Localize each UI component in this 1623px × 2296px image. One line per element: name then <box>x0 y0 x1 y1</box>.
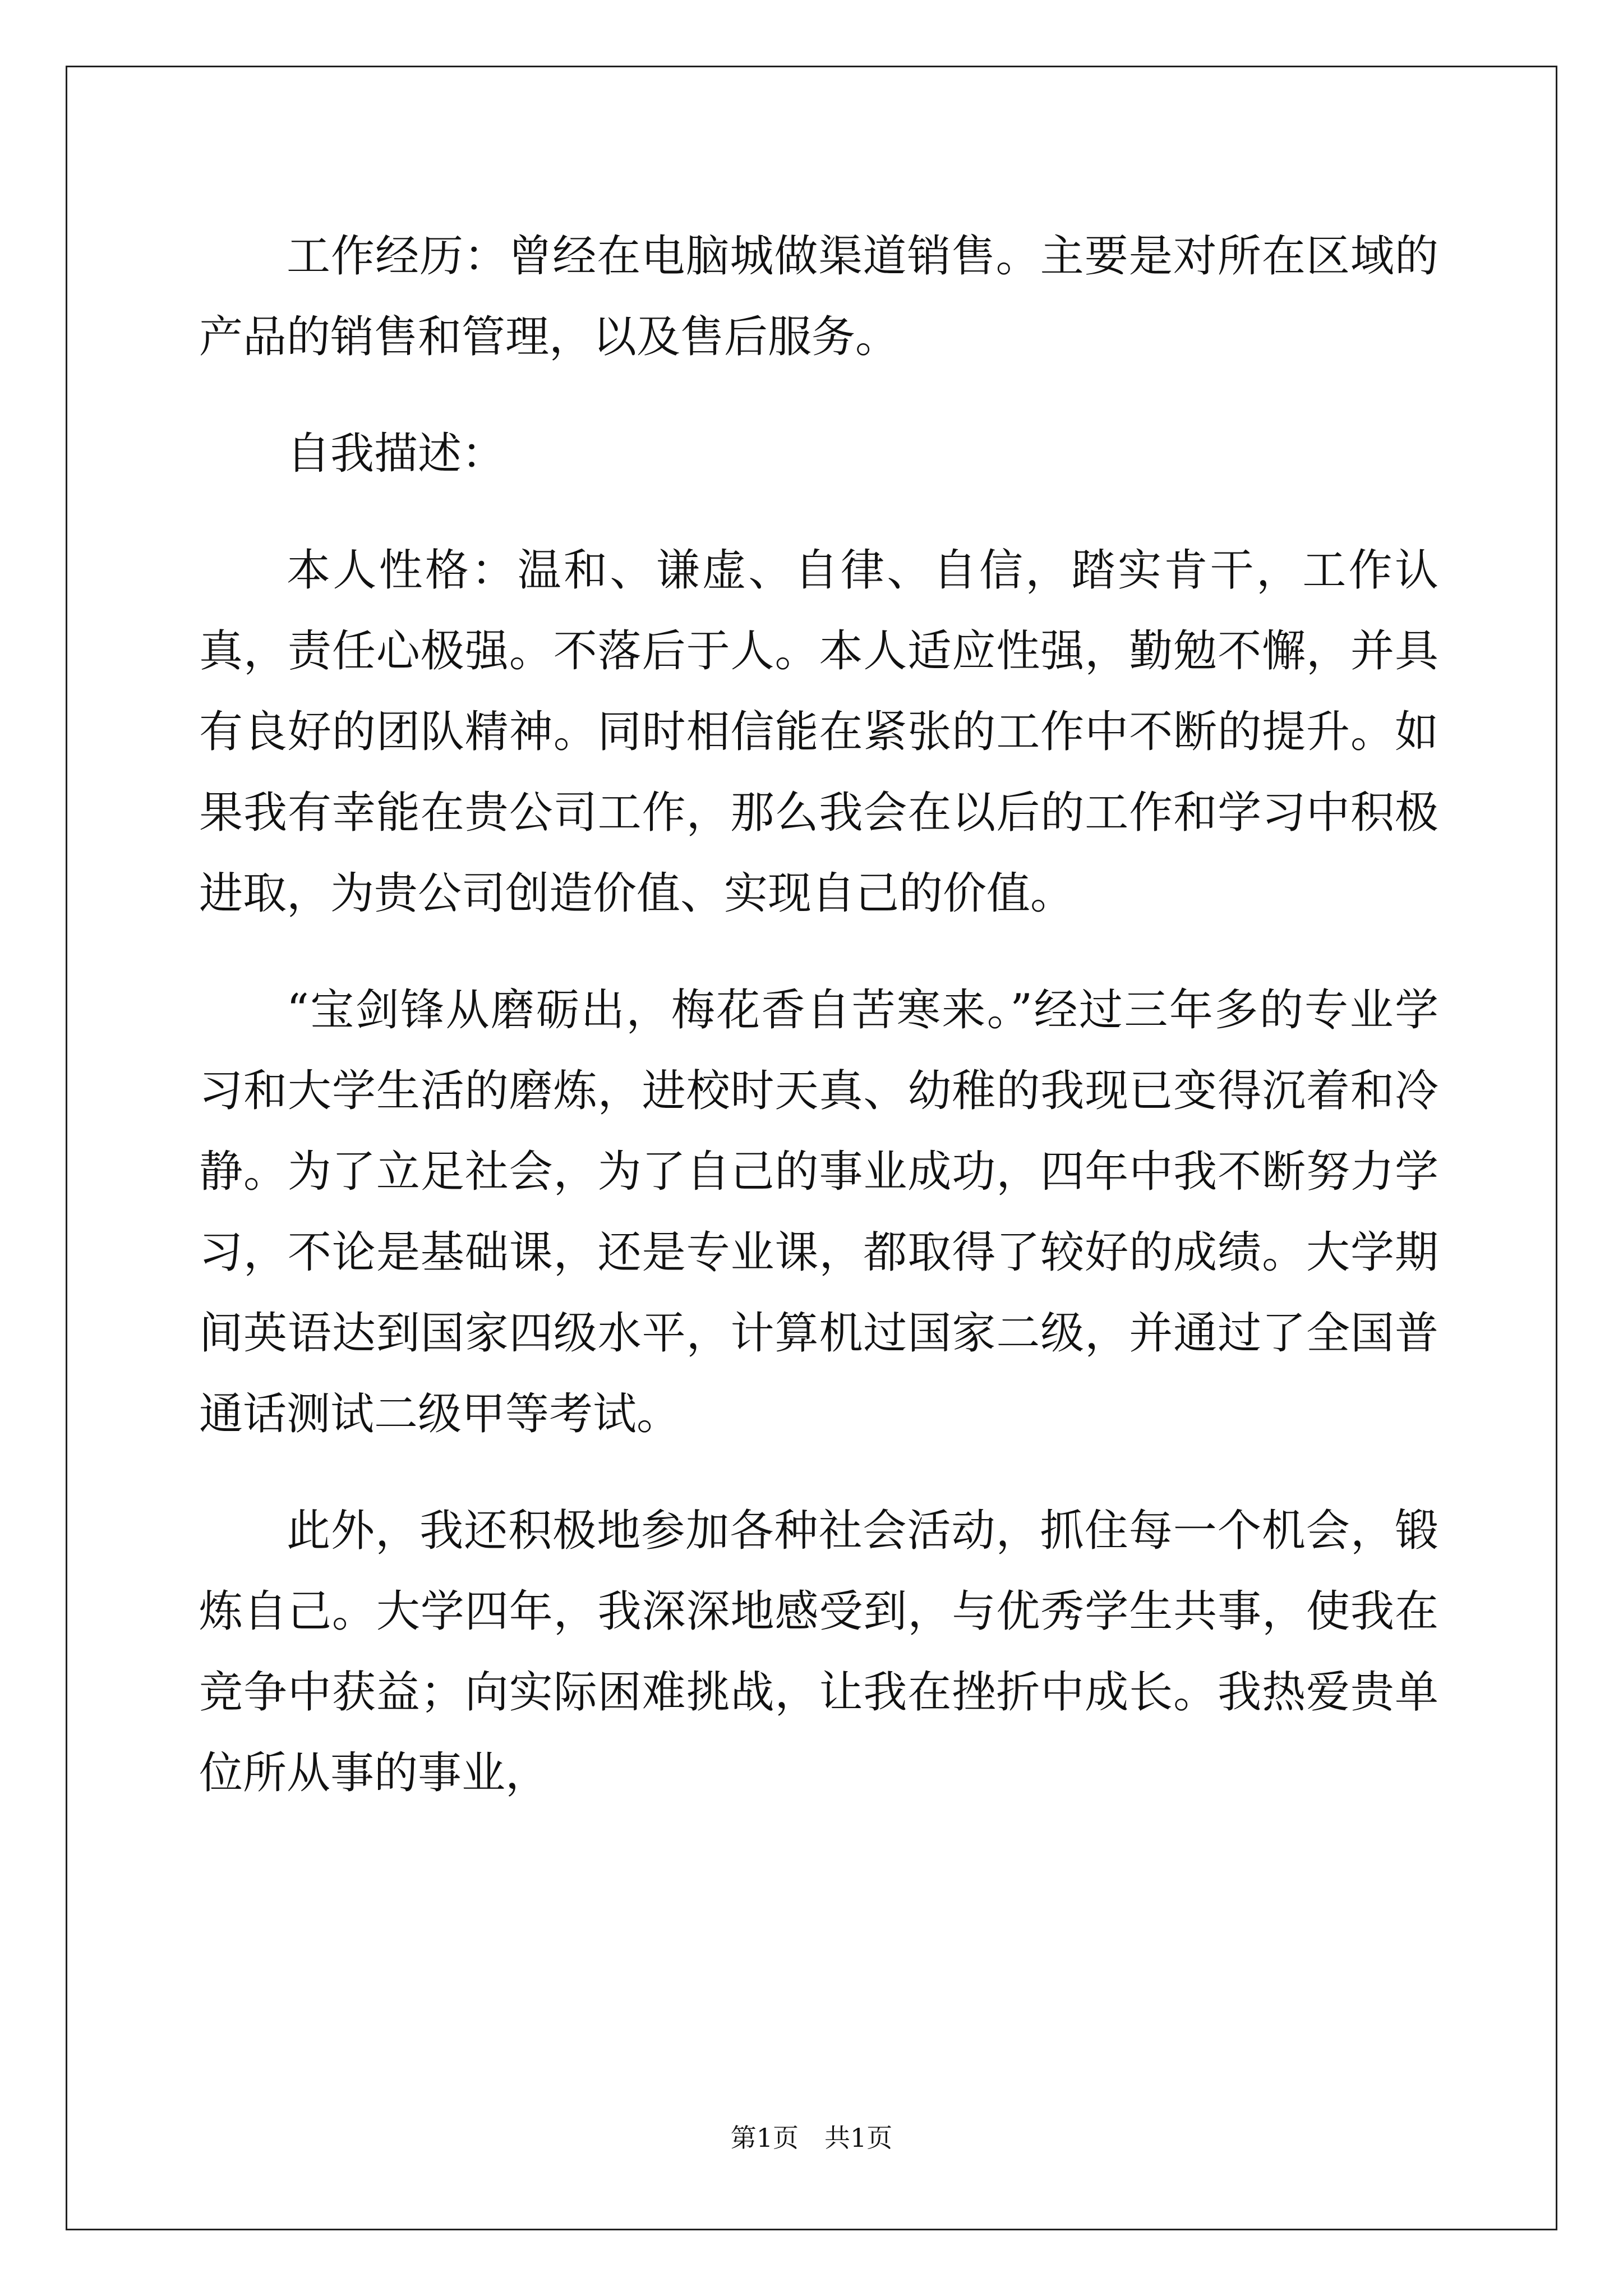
paragraph-self-description-heading: 自我描述： <box>287 429 506 479</box>
paragraph-personality: 本人性格：温和、谦虚、自律、自信，踏实肯干，工作认真，责任心极强。不落后于人。本人适应性强，勤勉不懈，并具有良好的团队精神。同时相信能在紧张的工作中不断的提升。如果我有幸能在贵公司工作，那么我会在以后的工作和学习中积极进取，为贵公司创造价值、实现自己的价值。 <box>199 545 1438 919</box>
paragraph-work-experience: 工作经历：曾经在电脑城做渠道销售。主要是对所在区域的产品的销售和管理，以及售后服务。 <box>199 231 1438 362</box>
page-footer: 第1页 共1页 <box>730 2123 893 2153</box>
paragraph-activities: 此外，我还积极地参加各种社会活动，抓住每一个机会，锻炼自己。大学四年，我深深地感受到，与优秀学生共事，使我在竞争中获益；向实际困难挑战，让我在挫折中成长。我热爱贵单位所从事的事业， <box>199 1506 1438 1798</box>
paragraph-studies: “宝剑锋从磨砺出，梅花香自苦寒来。”经过三年多的专业学习和大学生活的磨炼，进校时天真、幼稚的我现已变得沉着和冷静。为了立足社会，为了自己的事业成功，四年中我不断努力学习，不论是基础课，还是专业课，都取得了较好的成绩。大学期间英语达到国家四级水平，计算机过国家二级，并通过了全国普通话测试二级甲等考试。 <box>199 985 1438 1439</box>
document-body <box>199 216 1438 1849</box>
